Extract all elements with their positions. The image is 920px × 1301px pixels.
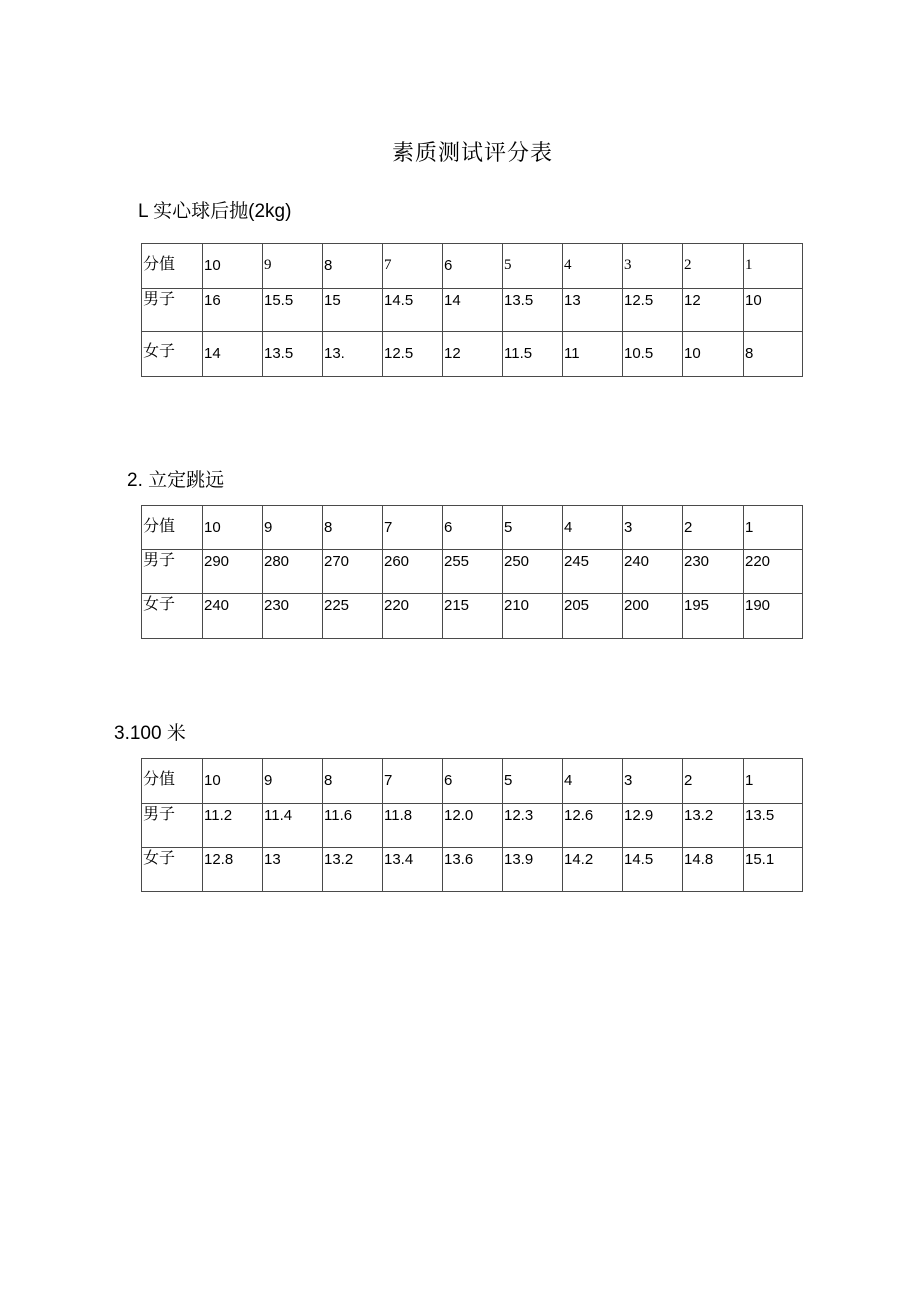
table-cell: 12.5	[623, 289, 683, 332]
table-cell: 4	[563, 506, 623, 550]
table-row	[142, 332, 803, 377]
table-cell: 10.5	[623, 332, 683, 377]
table-cell: 9	[263, 506, 323, 550]
table-cell: 16	[203, 289, 263, 332]
table-cell: 14.8	[683, 848, 744, 892]
page-title: 素质测试评分表	[391, 141, 553, 166]
table-cell: 240	[203, 594, 263, 639]
table-row	[142, 594, 803, 639]
table-cell: 250	[503, 550, 563, 594]
score-table-shot-put	[141, 243, 803, 377]
table-cell: 15	[323, 289, 383, 332]
table-cell: 255	[443, 550, 503, 594]
row-label: 分值	[142, 506, 203, 550]
table-cell: 13.2	[683, 804, 744, 848]
table-cell: 12.6	[563, 804, 623, 848]
table-cell: 6	[443, 506, 503, 550]
table-cell: 13.4	[383, 848, 443, 892]
table-cell: 13.6	[443, 848, 503, 892]
table-cell: 11.4	[263, 804, 323, 848]
table-cell: 11	[563, 332, 623, 377]
table-cell: 260	[383, 550, 443, 594]
table-cell: 6	[443, 759, 503, 804]
table-cell: 12	[443, 332, 503, 377]
table-cell: 6	[443, 244, 503, 289]
table-cell: 230	[263, 594, 323, 639]
table-row	[142, 244, 803, 289]
table-row	[142, 804, 803, 848]
row-label: 女子	[142, 594, 203, 639]
row-label: 男子	[142, 289, 203, 332]
table-cell: 11.8	[383, 804, 443, 848]
table-cell: 3	[623, 506, 683, 550]
table-cell: 13.2	[323, 848, 383, 892]
table-cell: 210	[503, 594, 563, 639]
table-cell: 11.2	[203, 804, 263, 848]
table-cell: 14.5	[383, 289, 443, 332]
table-cell: 220	[383, 594, 443, 639]
table-cell: 11.6	[323, 804, 383, 848]
table-cell: 12.9	[623, 804, 683, 848]
table-cell: 220	[744, 550, 803, 594]
table-cell: 10	[683, 332, 744, 377]
row-label: 女子	[142, 848, 203, 892]
table-cell: 5	[503, 506, 563, 550]
section-heading-100m: 3.100 米	[114, 723, 186, 744]
table-cell: 13.9	[503, 848, 563, 892]
table-cell: 200	[623, 594, 683, 639]
table-cell: 7	[383, 244, 443, 289]
table-cell: 7	[383, 759, 443, 804]
table-cell: 11.5	[503, 332, 563, 377]
table-cell: 14.2	[563, 848, 623, 892]
table-cell: 12	[683, 289, 744, 332]
row-label: 男子	[142, 804, 203, 848]
table-cell: 15.1	[744, 848, 803, 892]
table-cell: 3	[623, 244, 683, 289]
table-cell: 10	[203, 506, 263, 550]
table-cell: 8	[323, 759, 383, 804]
table-cell: 195	[683, 594, 744, 639]
table-row	[142, 550, 803, 594]
table-cell: 9	[263, 759, 323, 804]
row-label: 男子	[142, 550, 203, 594]
table-cell: 13.5	[263, 332, 323, 377]
table-cell: 10	[744, 289, 803, 332]
table-cell: 1	[744, 759, 803, 804]
row-label: 女子	[142, 332, 203, 377]
table-cell: 290	[203, 550, 263, 594]
table-cell: 10	[203, 759, 263, 804]
table-cell: 13	[563, 289, 623, 332]
table-cell: 205	[563, 594, 623, 639]
table-cell: 9	[263, 244, 323, 289]
table-cell: 270	[323, 550, 383, 594]
table-row	[142, 848, 803, 892]
table-cell: 245	[563, 550, 623, 594]
row-label: 分值	[142, 759, 203, 804]
table-cell: 14.5	[623, 848, 683, 892]
table-cell: 8	[323, 244, 383, 289]
table-cell: 230	[683, 550, 744, 594]
table-row	[142, 289, 803, 332]
table-cell: 10	[203, 244, 263, 289]
table-cell: 12.3	[503, 804, 563, 848]
table-row	[142, 506, 803, 550]
table-cell: 12.5	[383, 332, 443, 377]
table-cell: 15.5	[263, 289, 323, 332]
table-cell: 5	[503, 759, 563, 804]
table-cell: 5	[503, 244, 563, 289]
table-cell: 1	[744, 506, 803, 550]
table-cell: 190	[744, 594, 803, 639]
table-cell: 7	[383, 506, 443, 550]
table-cell: 13.5	[744, 804, 803, 848]
table-cell: 2	[683, 506, 744, 550]
table-cell: 13.5	[503, 289, 563, 332]
table-cell: 13.	[323, 332, 383, 377]
table-cell: 4	[563, 244, 623, 289]
table-cell: 8	[744, 332, 803, 377]
table-cell: 225	[323, 594, 383, 639]
table-cell: 12.0	[443, 804, 503, 848]
section-heading-shot-put: L 实心球后抛(2kg)	[138, 201, 292, 222]
table-cell: 14	[443, 289, 503, 332]
table-cell: 4	[563, 759, 623, 804]
row-label: 分值	[142, 244, 203, 289]
table-cell: 14	[203, 332, 263, 377]
table-cell: 2	[683, 759, 744, 804]
table-cell: 280	[263, 550, 323, 594]
table-cell: 1	[744, 244, 803, 289]
table-cell: 215	[443, 594, 503, 639]
score-table-standing-long-jump	[141, 505, 803, 639]
table-row	[142, 759, 803, 804]
section-heading-standing-long-jump: 2. 立定跳远	[127, 470, 225, 491]
table-cell: 2	[683, 244, 744, 289]
table-cell: 13	[263, 848, 323, 892]
score-table-100m	[141, 758, 803, 892]
table-cell: 12.8	[203, 848, 263, 892]
table-cell: 3	[623, 759, 683, 804]
table-cell: 240	[623, 550, 683, 594]
table-cell: 8	[323, 506, 383, 550]
